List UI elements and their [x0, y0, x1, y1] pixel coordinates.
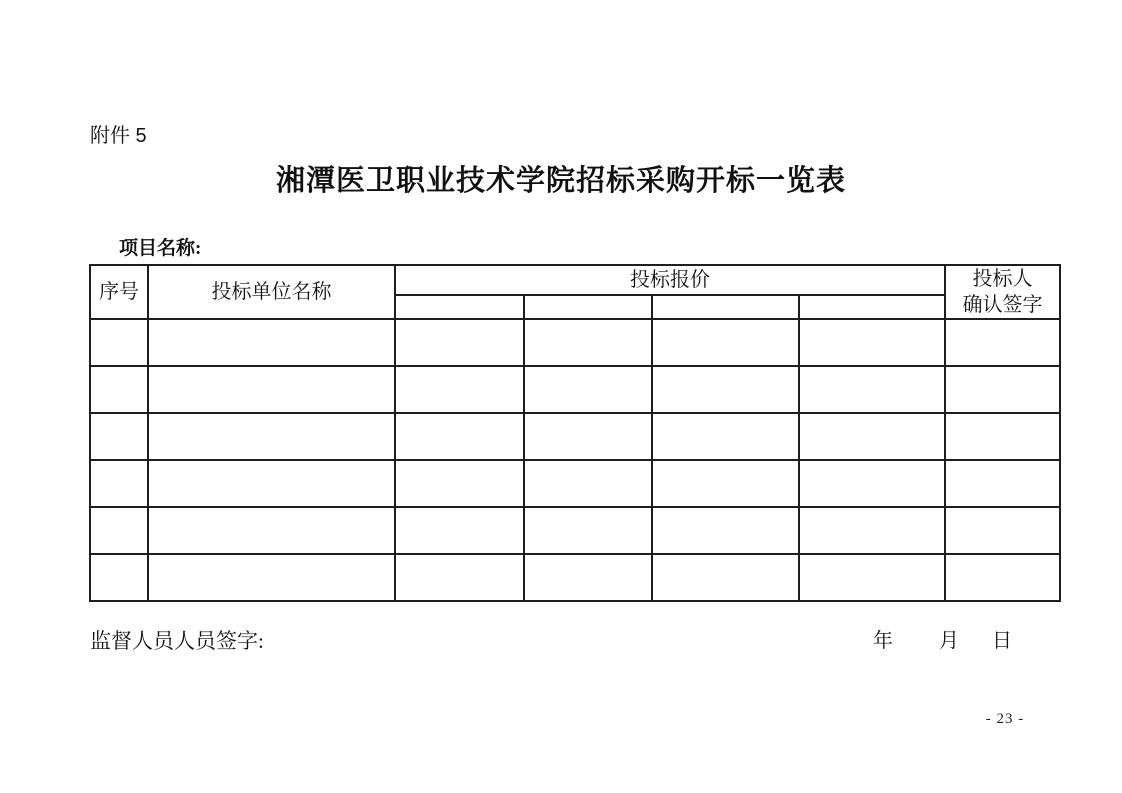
table-cell	[799, 460, 945, 507]
bid-price-subcell	[395, 295, 524, 319]
table-cell	[945, 319, 1060, 366]
table-cell	[945, 413, 1060, 460]
table-cell	[652, 507, 799, 554]
supervisor-signature-label: 监督人员人员签字:	[90, 629, 264, 653]
table-cell	[652, 413, 799, 460]
header-bidder-signature	[945, 265, 1060, 319]
table-cell	[652, 366, 799, 413]
table-cell	[524, 319, 652, 366]
table-cell	[799, 366, 945, 413]
table-row	[90, 460, 1060, 507]
table-cell	[395, 319, 524, 366]
table-cell	[148, 366, 395, 413]
bid-opening-table	[89, 264, 1061, 602]
table-cell	[90, 413, 148, 460]
table-cell	[799, 507, 945, 554]
page-number: - 23 -	[985, 711, 1025, 727]
table-cell	[90, 460, 148, 507]
header-bidder-name: 投标单位名称	[148, 265, 395, 319]
table-cell	[148, 507, 395, 554]
table-cell	[148, 413, 395, 460]
table-cell	[395, 366, 524, 413]
date-day-label: 日	[992, 630, 1012, 652]
table-cell	[945, 366, 1060, 413]
header-bidder-signature-line2: 确认签字	[962, 294, 1043, 316]
table-cell	[524, 460, 652, 507]
table-row	[90, 554, 1060, 601]
table-cell	[524, 366, 652, 413]
table-cell	[524, 413, 652, 460]
table-row	[90, 507, 1060, 554]
table-cell	[945, 460, 1060, 507]
attachment-label: 附件 5	[90, 125, 147, 147]
date-month-label: 月	[939, 630, 959, 652]
table-cell	[652, 460, 799, 507]
table-cell	[148, 554, 395, 601]
table-cell	[524, 554, 652, 601]
table-cell	[945, 507, 1060, 554]
project-name-label: 项目名称:	[119, 238, 202, 259]
table-body	[90, 319, 1060, 601]
table-cell	[652, 319, 799, 366]
table-cell	[524, 507, 652, 554]
header-bidder-signature-line1: 投标人	[972, 268, 1033, 290]
table-cell	[395, 413, 524, 460]
bid-price-subcell	[524, 295, 652, 319]
table-cell	[799, 554, 945, 601]
header-serial-number: 序号	[90, 265, 148, 319]
table-cell	[148, 460, 395, 507]
table-cell	[395, 507, 524, 554]
table-row	[90, 413, 1060, 460]
table-cell	[395, 554, 524, 601]
table-cell	[652, 554, 799, 601]
table-cell	[799, 413, 945, 460]
table-cell	[799, 319, 945, 366]
document-title: 湘潭医卫职业技术学院招标采购开标一览表	[275, 165, 846, 197]
bid-price-subcell	[652, 295, 799, 319]
bid-price-subcell	[799, 295, 945, 319]
table-cell	[148, 319, 395, 366]
table-cell	[90, 366, 148, 413]
table-row	[90, 366, 1060, 413]
table-cell	[90, 507, 148, 554]
table-cell	[945, 554, 1060, 601]
table-cell	[90, 319, 148, 366]
date-year-label: 年	[873, 630, 893, 652]
header-bid-price: 投标报价	[395, 265, 945, 295]
date-line	[873, 629, 1012, 654]
table-header-row-1	[90, 265, 1060, 295]
table-row	[90, 319, 1060, 366]
table-cell	[90, 554, 148, 601]
table-cell	[395, 460, 524, 507]
